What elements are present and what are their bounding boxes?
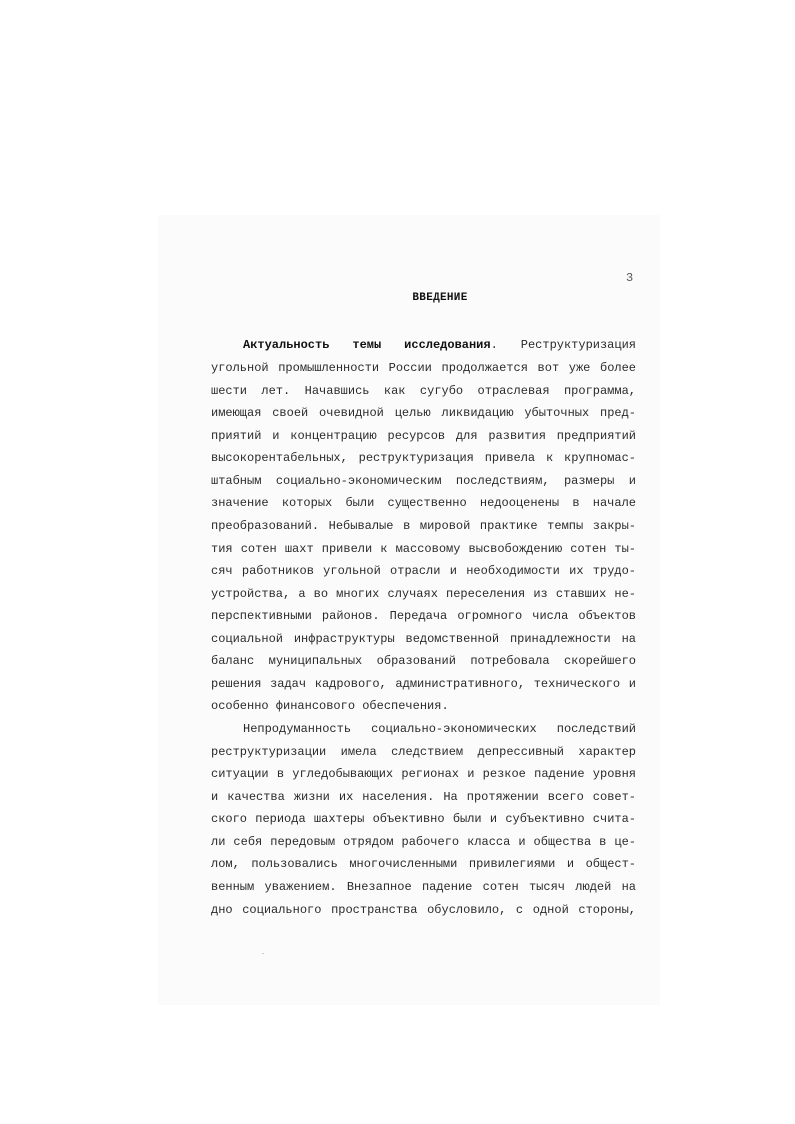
paragraph-2-line: ситуации в угледобывающих регионах и резкое падение уровня [211,767,636,781]
paragraph-2-line: ского периода шахтеры объективно были и субъективно счита- [211,812,636,826]
paragraph-2-line: лом, пользовались многочисленными привилегиями и общест- [211,857,636,871]
paragraph-1-line: значение которых были существенно недооценены в начале [211,496,636,510]
page-number: 3 [626,271,634,285]
topic-relevance-label: Актуальность темы исследования [243,338,491,352]
paragraph-1-line: преобразований. Небывалые в мировой практике темпы закры- [211,519,636,533]
paragraph-1-line: угольной промышленности России продолжается вот уже более [211,361,636,375]
paragraph-1-line: баланс муниципальных образований потребовала скорейшего [211,654,636,668]
paragraph-1-line: сяч работников угольной отрасли и необходимости их трудо- [211,564,636,578]
paragraph-2-line: и качества жизни их населения. На протяжении всего совет- [211,790,636,804]
paragraph-2-line: венным уважением. Внезапное падение сотен тысяч людей на [211,880,636,894]
paragraph-1-line: решения задач кадрового, административного, технического и [211,677,636,691]
section-heading: ВВЕДЕНИЕ [412,292,468,304]
paragraph-1-line: штабным социально-экономическим последствиям, размеры и [211,474,636,488]
paragraph-2-line: дно социального пространства обусловило, с одной стороны, [211,903,636,917]
paragraph-1-lead-rest: . Реструктуризация [490,338,636,352]
paragraph-1-line: устройства, а во многих случаях переселения из ставших не- [211,587,636,601]
paragraph-2-line: Непродуманность социально-экономических последствий [243,722,636,736]
scan-speck [262,953,264,954]
paragraph-1-line: имеющая своей очевидной целью ликвидацию убыточных пред- [211,406,636,420]
paragraph-1-line: высокорентабельных, реструктуризация привела к крупномас- [211,451,636,465]
paragraph-1-line: социальной инфраструктуры ведомственной принадлежности на [211,632,636,646]
paragraph-1-line: особенно финансового обеспечения. [211,699,449,713]
paragraph-1-line: тия сотен шахт привели к массовому высвобождению сотен ты- [211,542,636,556]
paragraph-2-line: ли себя передовым отрядом рабочего класса и общества в це- [211,835,636,849]
paragraph-1-line: шести лет. Начавшись как сугубо отраслевая программа, [211,384,636,398]
paragraph-1-line: приятий и концентрацию ресурсов для развития предприятий [211,429,636,443]
paragraph-2-line: реструктуризации имела следствием депрессивный характер [211,745,636,759]
paragraph-1-line-1 [243,336,636,354]
paragraph-1-line: перспективными районов. Передача огромного числа объектов [211,609,636,623]
